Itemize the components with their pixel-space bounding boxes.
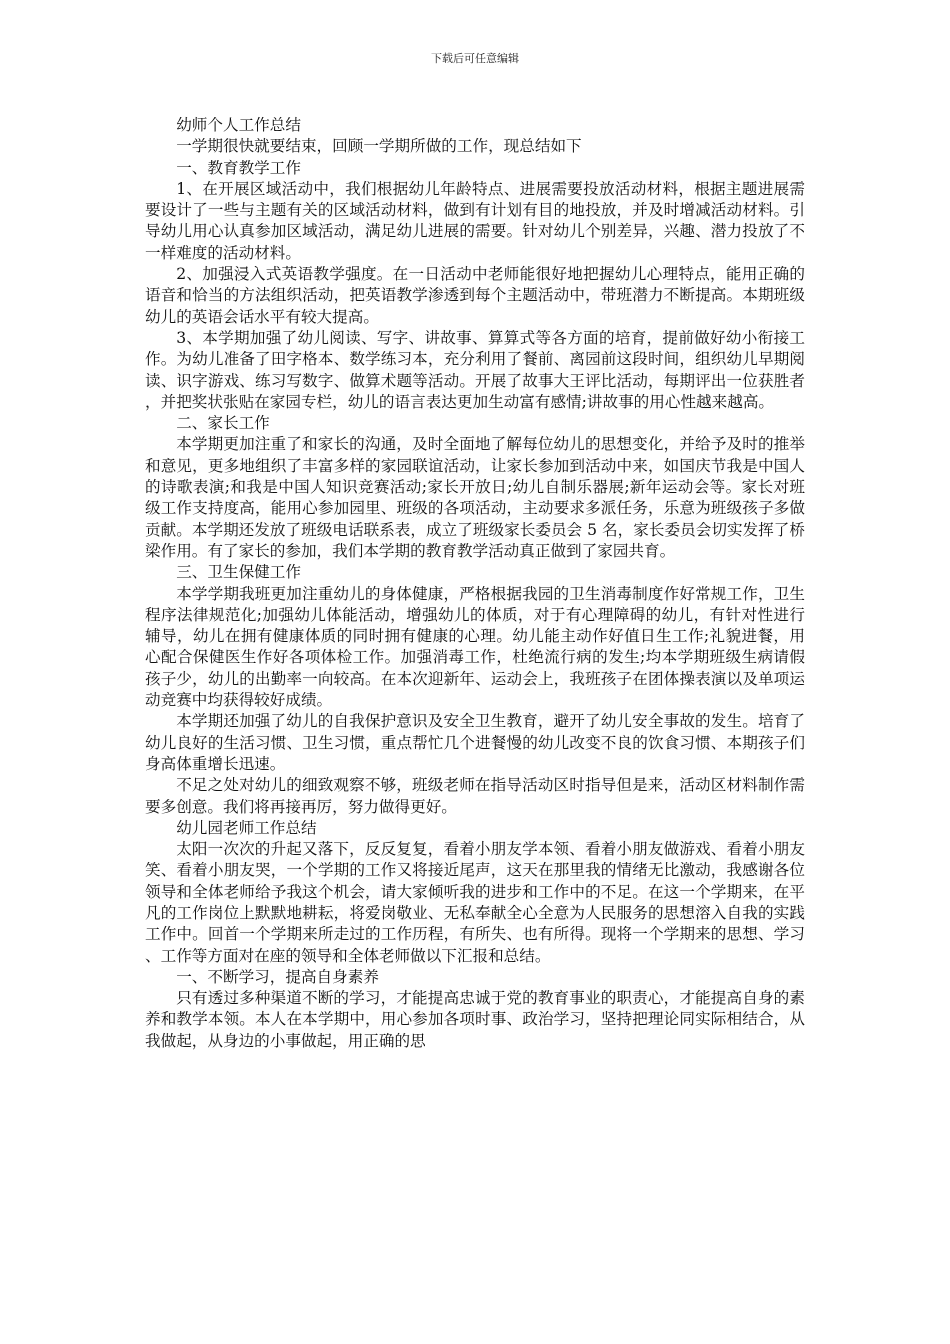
body-paragraph: 本学期还加强了幼儿的自我保护意识及安全卫生教育，避开了幼儿安全事故的发生。培育了幼儿良好的生活习惯、卫生习惯，重点帮忙几个进餐慢的幼儿改变不良的饮食习惯、本期孩子们身高体重增长迅速。 bbox=[145, 712, 805, 773]
body-paragraph: 2、加强浸入式英语教学强度。在一日活动中老师能很好地把握幼儿心理特点，能用正确的语音和恰当的方法组织活动，把英语教学渗透到每个主题活动中，带班潜力不断提高。本期班级幼儿的英语会话水平有较大提高。 bbox=[145, 265, 805, 326]
page-header: 下载后可任意编辑 bbox=[431, 52, 519, 65]
document-body bbox=[145, 115, 805, 1052]
body-paragraph: 不足之处对幼儿的细致观察不够，班级老师在指导活动区时指导但是来，活动区材料制作需要多创意。我们将再接再厉，努力做得更好。 bbox=[145, 776, 805, 816]
body-paragraph: 3、本学期加强了幼儿阅读、写字、讲故事、算算式等各方面的培育，提前做好幼小衔接工作。为幼儿准备了田字格本、数学练习本，充分利用了餐前、离园前这段时间，组织幼儿早期阅读、识字游戏、练习写数字、做算术题等活动。开展了故事大王评比活动，每期评出一位获胜者，并把奖状张贴在家园专栏，幼儿的语言表达更加生动富有感情;讲故事的用心性越来越高。 bbox=[145, 328, 805, 411]
body-paragraph: 只有透过多种渠道不断的学习，才能提高忠诚于党的教育事业的职责心，才能提高自身的素养和教学本领。本人在本学期中，用心参加各项时事、政治学习，坚持把理论同实际相结合，从我做起，从身边的小事做起，用正确的思 bbox=[145, 989, 805, 1050]
body-paragraph: 本学期更加注重了和家长的沟通，及时全面地了解每位幼儿的思想变化，并给予及时的推举和意见，更多地组织了丰富多样的家园联谊活动，让家长参加到活动中来，如国庆节我是中国人的诗歌表演;和我是中国人知识竞赛活动;家长开放日;幼儿自制乐器展;新年运动会等。家长对班级工作支持度高，能用心参加园里、班级的各项活动，主动要求多派任务，乐意为班级孩子多做贡献。本学期还发放了班级电话联系表，成立了班级家长委员会 5 名，家长委员会切实发挥了桥梁作用。有了家长的参加，我们本学期的教育教学活动真正做到了家园共育。 bbox=[145, 435, 805, 560]
body-paragraph: 太阳一次次的升起又落下，反反复复，看着小朋友学本领、看着小朋友做游戏、看着小朋友笑、看着小朋友哭，一个学期的工作又将接近尾声，这天在那里我的情绪无比激动，我感谢各位领导和全体老师给予我这个机会，请大家倾听我的进步和工作中的不足。在这一个学期来，在平凡的工作岗位上默默地耕耘，将爱岗敬业、无私奉献全心全意为人民服务的思想溶入自我的实践工作中。回首一个学期来所走过的工作历程，有所失、也有所得。现将一个学期来的思想、学习、工作等方面对在座的领导和全体老师做以下汇报和总结。 bbox=[145, 840, 805, 965]
section-heading: 一、教育教学工作 bbox=[176, 158, 301, 177]
intro-paragraph: 一学期很快就要结束，回顾一学期所做的工作，现总结如下 bbox=[176, 137, 582, 156]
section-heading: 二、家长工作 bbox=[176, 414, 270, 433]
document-title: 幼师个人工作总结 bbox=[176, 116, 301, 134]
body-paragraph: 1、在开展区域活动中，我们根据幼儿年龄特点、进展需要投放活动材料，根据主题进展需要设计了一些与主题有关的区域活动材料，做到有计划有目的地投放，并及时增减活动材料。引导幼儿用心认真参加区域活动，满足幼儿进展的需要。针对幼儿个别差异，兴趣、潜力投放了不一样难度的活动材料。 bbox=[145, 179, 805, 262]
section-heading: 三、卫生保健工作 bbox=[176, 563, 301, 582]
section-heading: 一、不断学习，提高自身素养 bbox=[176, 967, 379, 986]
body-paragraph: 本学学期我班更加注重幼儿的身体健康，严格根据我园的卫生消毒制度作好常规工作，卫生程序法律规范化;加强幼儿体能活动，增强幼儿的体质，对于有心理障碍的幼儿，有针对性进行辅导，幼儿在拥有健康体质的同时拥有健康的心理。幼儿能主动作好值日生工作;礼貌进餐，用心配合保健医生作好各项体检工作。加强消毒工作，杜绝流行病的发生;均本学期班级生病请假孩子少，幼儿的出勤率一向较高。在本次迎新年、运动会上，我班孩子在团体操表演以及单项运动竞赛中均获得较好成绩。 bbox=[145, 584, 805, 710]
second-document-title: 幼儿园老师工作总结 bbox=[176, 818, 317, 837]
